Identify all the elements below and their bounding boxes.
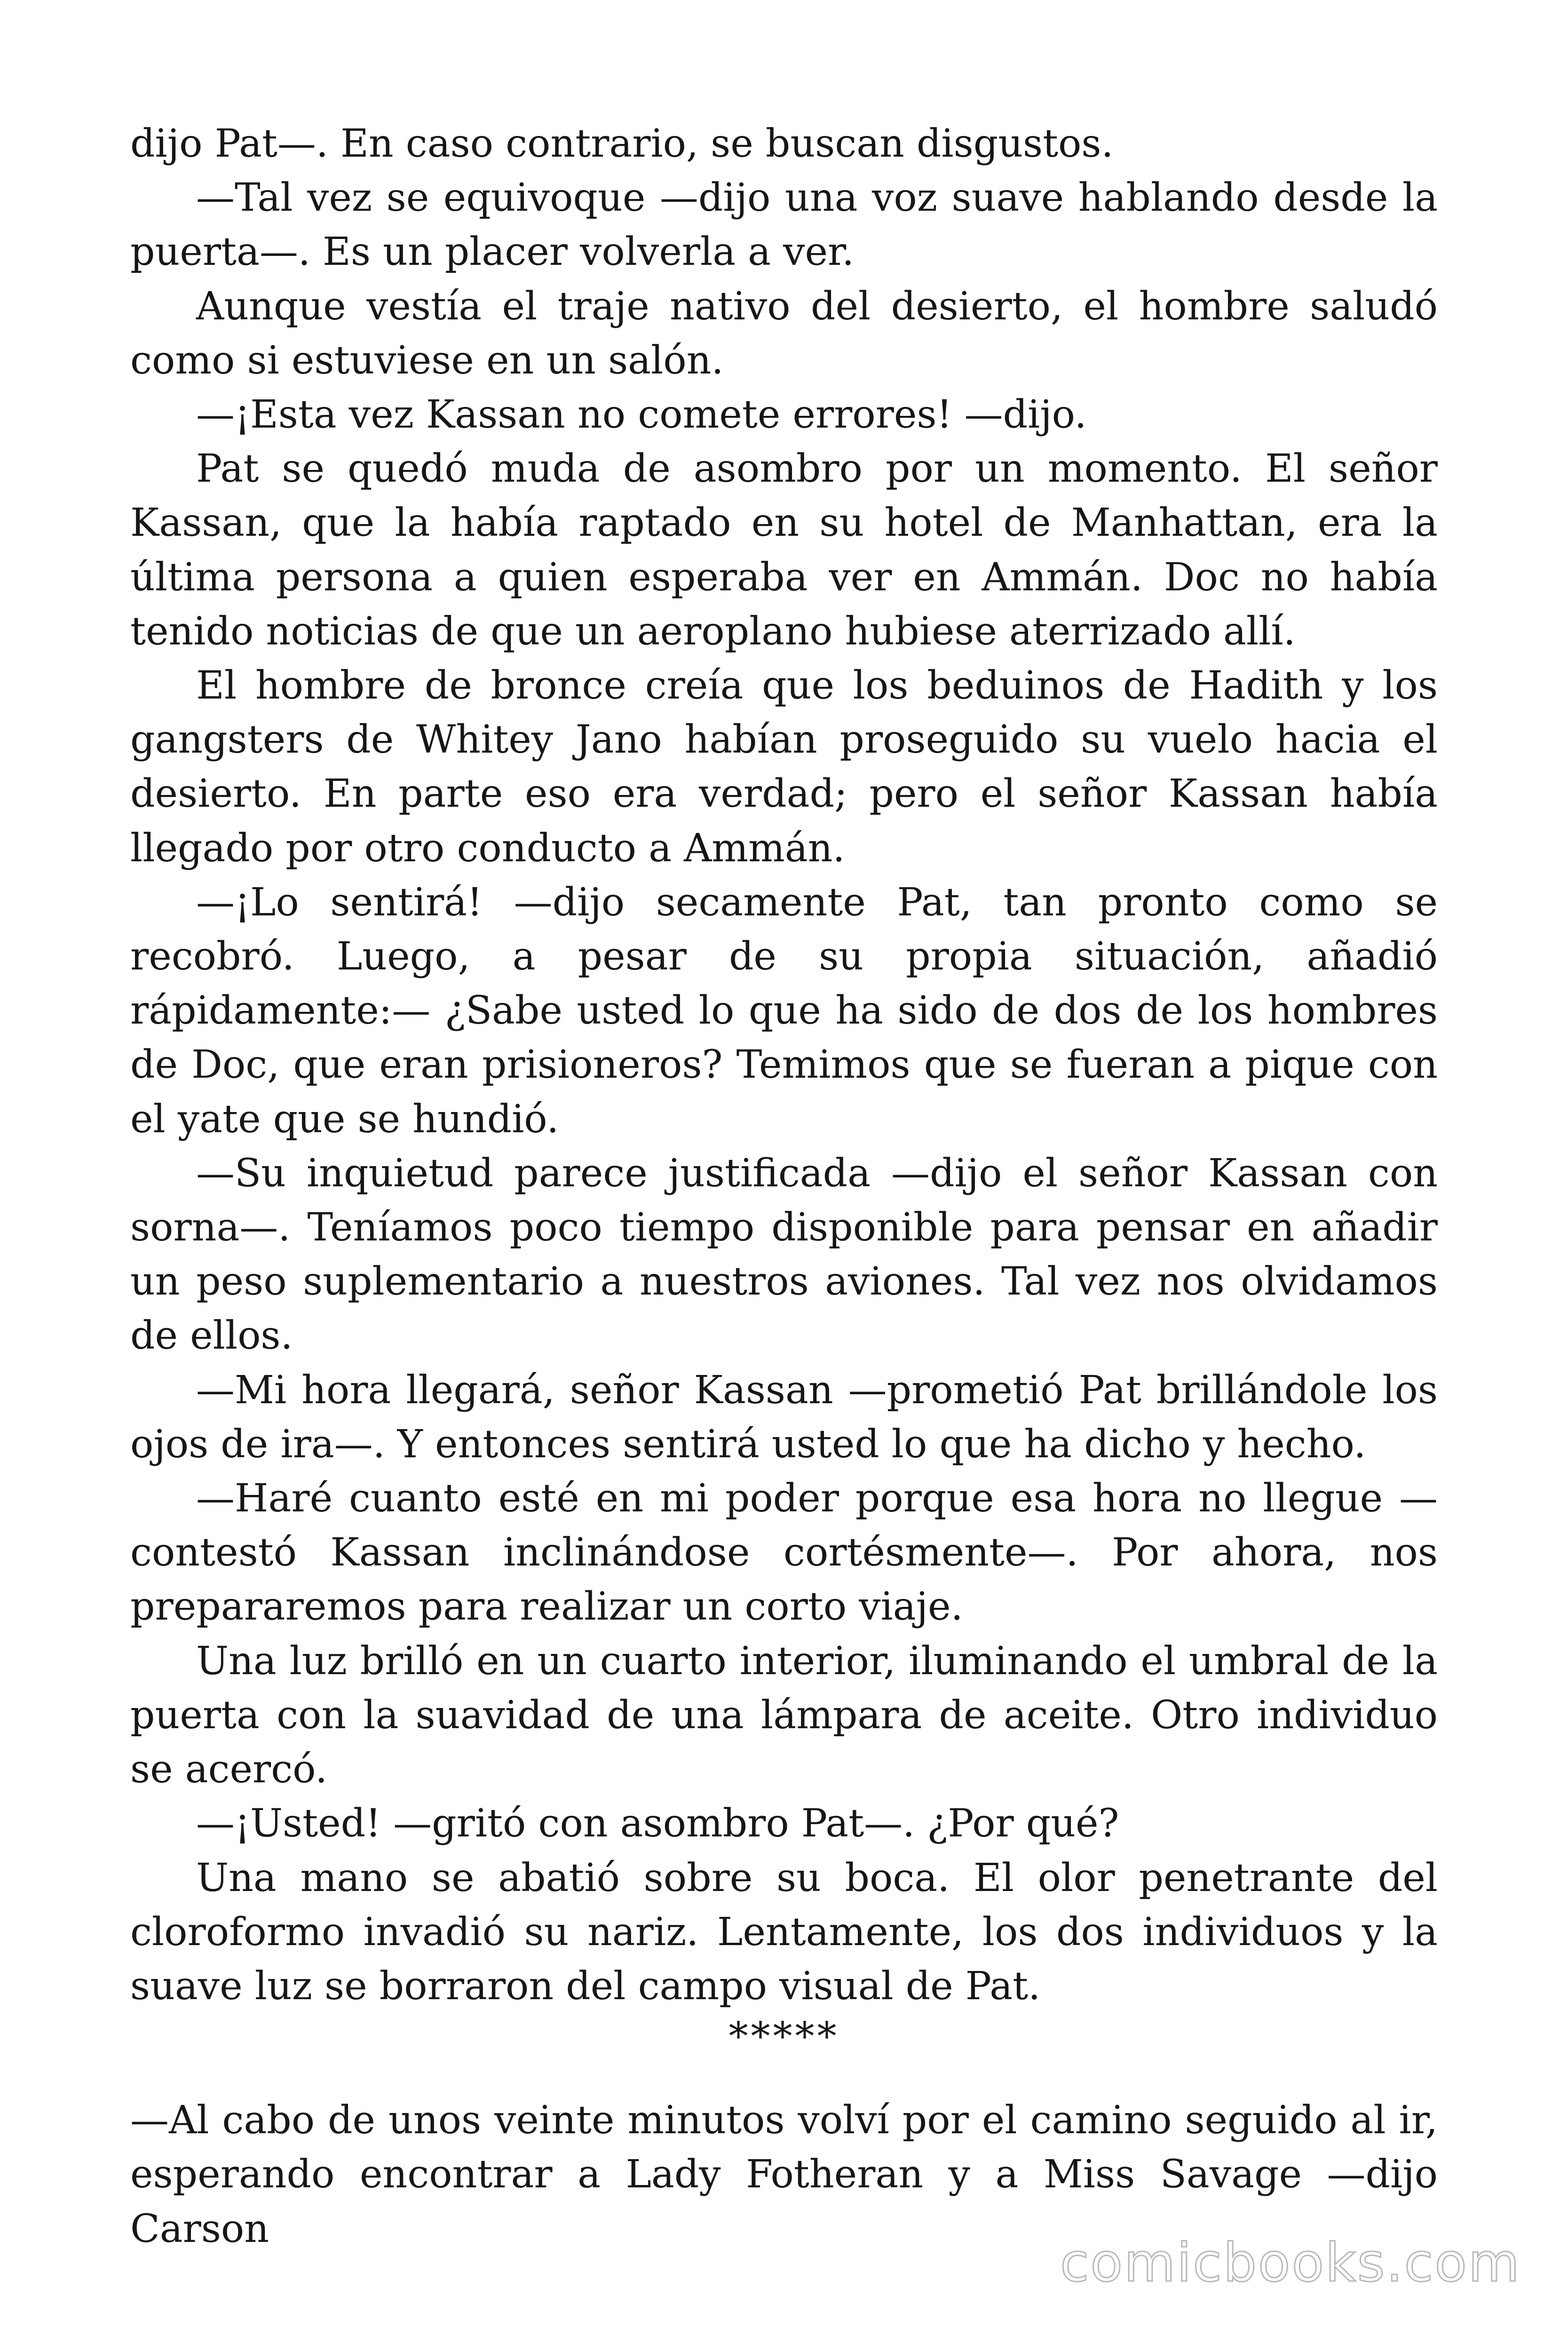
paragraph: —Mi hora llegará, señor Kassan —prometió Pat brillándole los ojos de ira—. Y entonces sentirá usted lo que ha dicho y hecho. <box>130 1367 1438 1467</box>
paragraph: —Haré cuanto esté en mi poder porque esa hora no llegue —contestó Kassan inclinándose cortésmente—. Por ahora, nos prepararemos para realizar un corto viaje. <box>130 1476 1438 1629</box>
paragraph: El hombre de bronce creía que los beduinos de Hadith y los gangsters de Whitey Jano habían proseguido su vuelo hacia el desierto. En parte eso era verdad; pero el señor Kassan había llegado por otro conducto a Ammán. <box>130 663 1438 871</box>
paragraph: —Al cabo de unos veinte minutos volví por el camino seguido al ir, esperando encontrar a Lady Fotheran y a Miss Savage —dijo Carson <box>130 2098 1438 2251</box>
page-text <box>130 117 1438 2256</box>
paragraph: —Tal vez se equivoque —dijo una voz suave hablando desde la puerta—. Es un placer volverla a ver. <box>130 175 1438 275</box>
paragraph: —¡Esta vez Kassan no comete errores! —dijo. <box>196 392 1087 437</box>
paragraph: —¡Usted! —gritó con asombro Pat—. ¿Por qué? <box>196 1801 1119 1846</box>
paragraph: —¡Lo sentirá! —dijo secamente Pat, tan pronto como se recobró. Luego, a pesar de su propia situación, añadió rápidamente:— ¿Sabe usted lo que ha sido de dos de los hombres de Doc, que eran prisioneros? Temimos que se fueran a pique con el yate que se hundió. <box>130 880 1438 1142</box>
paragraph: —Su inquietud parece justificada —dijo el señor Kassan con sorna—. Teníamos poco tiempo disponible para pensar en añadir un peso suplementario a nuestros aviones. Tal vez nos olvidamos de ellos. <box>130 1151 1438 1359</box>
paragraph: Pat se quedó muda de asombro por un momento. El señor Kassan, que la había raptado en su hotel de Manhattan, era la última persona a quien esperaba ver en Ammán. Doc no había tenido noticias de que un aeroplano hubiese aterrizado allí. <box>130 446 1438 654</box>
paragraph: Una mano se abatió sobre su boca. El olor penetrante del cloroformo invadió su nariz. Lentamente, los dos individuos y la suave luz se borraron del campo visual de Pat. <box>130 1855 1438 2009</box>
watermark-logo: comicbooks.com <box>1060 2233 1521 2294</box>
paragraph: dijo Pat—. En caso contrario, se buscan disgustos. <box>130 121 1114 166</box>
section-separator: ***** <box>729 2014 839 2059</box>
paragraph: Una luz brilló en un cuarto interior, iluminando el umbral de la puerta con la suavidad de una lámpara de aceite. Otro individuo se acercó. <box>130 1638 1438 1792</box>
paragraph: Aunque vestía el traje nativo del desierto, el hombre saludó como si estuviese en un salón. <box>130 284 1438 383</box>
